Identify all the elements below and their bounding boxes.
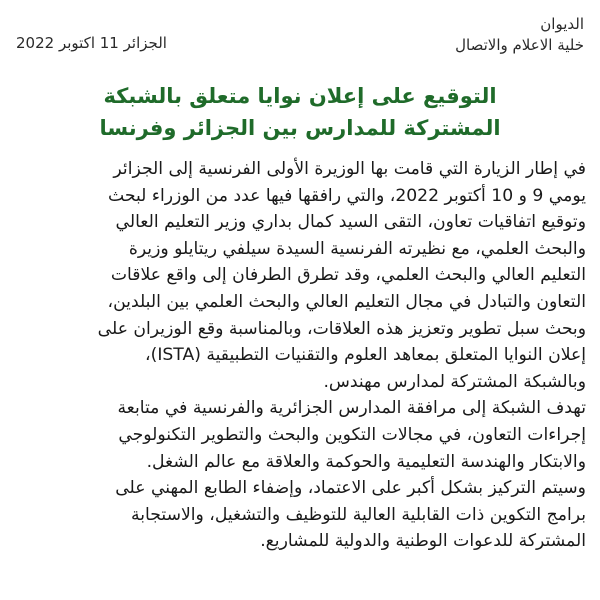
sender-unit: خلية الاعلام والاتصال [455,36,584,54]
body-line: التعاون والتبادل في مجال التعليم العالي والبحث العلمي بين البلدين، [107,291,586,312]
body-line: تهدف الشبكة إلى مرافقة المدارس الجزائرية والفرنسية في متابعة [117,398,586,419]
dateline: الجزائر 11 اكتوبر 2022 [16,34,167,52]
body-line: في إطار الزيارة التي قامت بها الوزيرة الأولى الفرنسية إلى الجزائر [113,159,586,179]
body-line: التعليم العالي والبحث العلمي، وقد تطرق الطرفان إلى واقع علاقات [110,265,586,286]
body-line: برامج التكوين ذات القابلية العالية للتوظيف والتشغيل، والاستجابة [131,504,586,525]
body-line: يومي 9 و 10 أكتوبر 2022، والتي رافقها فيها عدد من الوزراء لبحث [108,185,586,206]
sender-block [455,14,584,56]
document-body [14,156,586,555]
body-line: والبحث العلمي، مع نظيرته الفرنسية السيدة سيلفي ريتايلو وزيرة [128,238,586,259]
body-line: وبحث سبل تطوير وتعزيز هذه العلاقات، وبالمناسبة وقع الوزيران على [97,318,586,339]
sender-office: الديوان [540,15,584,33]
body-line: وتوقيع اتفاقيات تعاون، التقى السيد كمال بداري وزير التعليم العالي [115,212,586,233]
document-title [14,80,586,144]
body-line: وسيتم التركيز بشكل أكبر على الاعتماد، وإضفاء الطابع المهني على [115,478,586,499]
body-line: المشتركة للدعوات الوطنية والدولية للمشاريع. [260,531,586,552]
body-line: إعلان النوايا المتعلق بمعاهد العلوم والتقنيات التطبيقية (ISTA)، [145,345,586,366]
body-line: إجراءات التعاون، في مجالات التكوين والبحث والتطوير التكنولوجي [118,424,586,445]
title-line-1: التوقيع على إعلان نوايا متعلق بالشبكة [103,84,497,108]
body-line: والابتكار والهندسة التعليمية والحوكمة والعلاقة مع عالم الشغل. [146,451,586,472]
body-line: وبالشبكة المشتركة لمدارس مهندس. [323,371,586,392]
document-header [14,12,586,74]
title-line-2: المشتركة للمدارس بين الجزائر وفرنسا [99,116,501,140]
